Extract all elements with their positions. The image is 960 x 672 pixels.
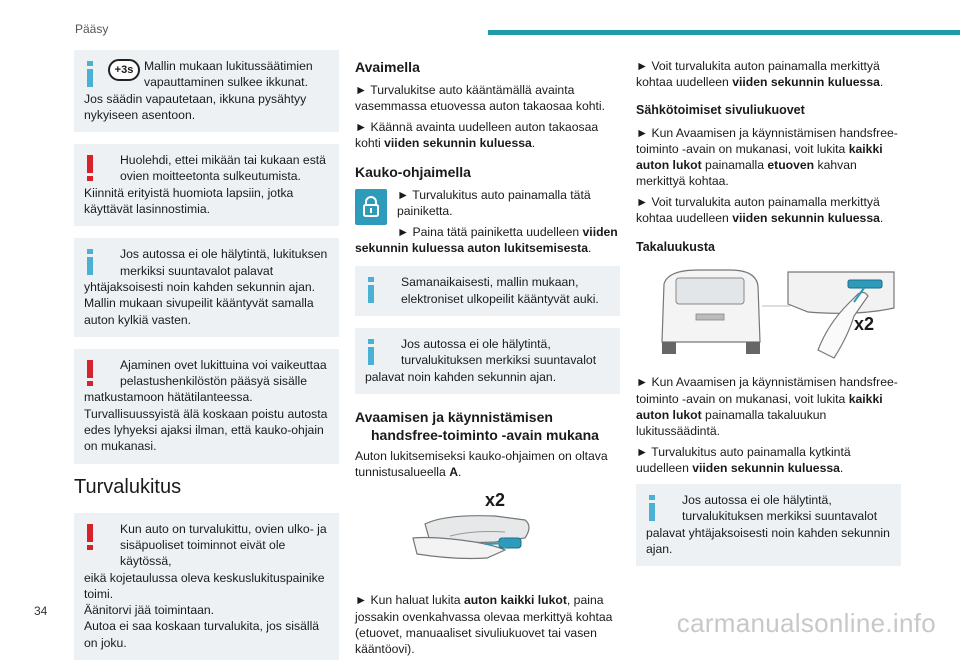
paragraph: ► Paina tätä painiketta uudelleen viiden sekunnin kuluessa auton lukitsemisesta. [355,224,618,256]
info-text: palavat yhtäjaksoisesti noin kahden sekunnin ajan. [646,525,890,557]
subheading-key: Avaimella [355,59,420,75]
info-icon [368,339,374,365]
warning-text: Kiinnitä erityistä huomiota lapsiin, jotka käyttävät lasinnostimia. [84,185,294,217]
warning-text: eikä kojetaulussa oleva keskuslukituspainike toimi. [84,570,325,601]
warning-text: Kun auto on turvalukittu, ovien ulko- ja sisäpuoliset toiminnot eivät ole käytössä, [120,521,327,569]
paragraph: ► Kun Avaamisen ja käynnistämisen handsfree-toiminto -avain on mukanasi, voit lukita kaikki auton lukot painamalla takaluukun lukitussäädintä. [636,375,898,439]
info-icon [87,61,93,87]
info-text: yhtäjaksoisesti noin kahden sekunnin ajan. Mallin mukaan sivupeilit kääntyvät samalla auton kylkiä vasten. [84,279,316,327]
paragraph: ► Voit turvalukita auton painamalla merkittyä kohtaa uudelleen viiden sekunnin kuluessa. [636,194,884,226]
paragraph: Auton lukitsemiseksi kauko-ohjaimen on oltava tunnistusalueella A. [355,448,608,480]
subheading-sliding-doors: Sähkötoimiset sivuliukuovet [636,102,805,117]
info-text: Jos autossa ei ole hälytintä, turvalukituksen merkiksi suuntavalot [682,493,878,524]
info-icon [649,495,655,521]
subheading-tailgate: Takaluukusta [636,240,715,255]
info-text: palavat noin kahden sekunnin ajan. [365,369,557,384]
watermark: carmanualsonline.info [676,608,936,638]
info-text: Mallin mukaan lukitussäätimien vapauttaminen sulkee ikkunat. [144,59,313,90]
warning-icon [87,360,93,386]
info-box-mirrors [355,266,620,316]
warning-box-deadlock [74,513,339,660]
paragraph: ► Käännä avainta uudelleen auton takaosaa kohti viiden sekunnin kuluessa. [355,119,599,150]
warning-text: Huolehdi, ettei mikään tai kukaan estä ovien moitteetonta sulkeutumista. [120,153,326,184]
three-seconds-icon: +3s [108,59,140,81]
info-text: Jos säädin vapautetaan, ikkuna pysähtyy nykyiseen asentoon. [84,91,307,122]
lock-button-icon [355,189,387,225]
press-twice-label: x2 [854,314,875,335]
warning-icon [87,524,93,550]
subheading-handsfree: Avaamisen ja käynnistämisen handsfree-toiminto -avain mukana [355,408,599,443]
info-text: Samanaikaisesti, mallin mukaan, elektroniset ulkopeilit kääntyvät auki. [401,275,599,306]
info-box-window [74,50,339,132]
info-text: Jos autossa ei ole hälytintä, turvalukituksen merkiksi suuntavalot [401,336,597,368]
warning-text: Autoa ei saa koskaan turvalukita, jos sisällä on joku. [84,619,320,650]
warning-icon [87,155,93,181]
paragraph: ► Kun Avaamisen ja käynnistämisen handsfree-toiminto -avain on mukanasi, voit lukita kaikki auton lukot painamalla etuoven kahvan merkittyä kohtaa. [636,125,898,189]
column-left [74,50,339,672]
info-text: Jos autossa ei ole hälytintä, lukituksen merkiksi suuntavalot palavat [120,247,328,278]
tailgate-illustration [658,264,901,364]
warning-box-closing [74,144,339,226]
info-box-indicators [636,484,901,566]
warning-text: Ajaminen ovet lukittuina voi vaikeuttaa pelastushenkilöstön pääsyä sisälle [120,357,327,389]
info-icon [368,277,374,303]
section-title: Turvalukitus [74,475,182,498]
warning-box-driving-locked [74,349,339,464]
paragraph: ► Voit turvalukita auton painamalla merkittyä kohtaa uudelleen viiden sekunnin kuluessa. [636,59,884,90]
warning-text: matkustamoon hätätilanteessa. Turvallisuussyistä älä koskaan poistu autosta edes lyhyeksi ajaksi ilman, että kauko-ohjain on mukanasi. [84,390,328,454]
page-number: 34 [34,604,48,618]
press-twice-label: x2 [485,490,506,511]
column-middle [355,50,620,662]
header-accent-bar [488,30,960,35]
header-title: Pääsy [75,22,109,36]
paragraph: ► Turvalukitus auto painamalla kytkintä uudelleen viiden sekunnin kuluessa. [636,444,851,475]
info-box-indicators [355,328,620,394]
paragraph: ► Turvalukitse auto kääntämällä avainta vasemmassa etuovessa auton takaosaa kohti. [355,83,605,114]
door-handle-illustration [355,490,620,582]
column-right [636,50,901,578]
warning-text: Äänitorvi jää toimintaan. [84,603,215,618]
paragraph: ► Turvalukitus auto painamalla tätä painiketta. [397,188,591,219]
info-box-indicators [74,238,339,336]
paragraph: ► Kun haluat lukita auton kaikki lukot, paina jossakin ovenkahvassa olevaa merkittyä kohtaa (etuovet, manuaaliset sivuliukuovet tai vasen kääntöovi). [355,593,613,657]
info-icon [87,249,93,275]
subheading-remote: Kauko-ohjaimella [355,164,471,181]
